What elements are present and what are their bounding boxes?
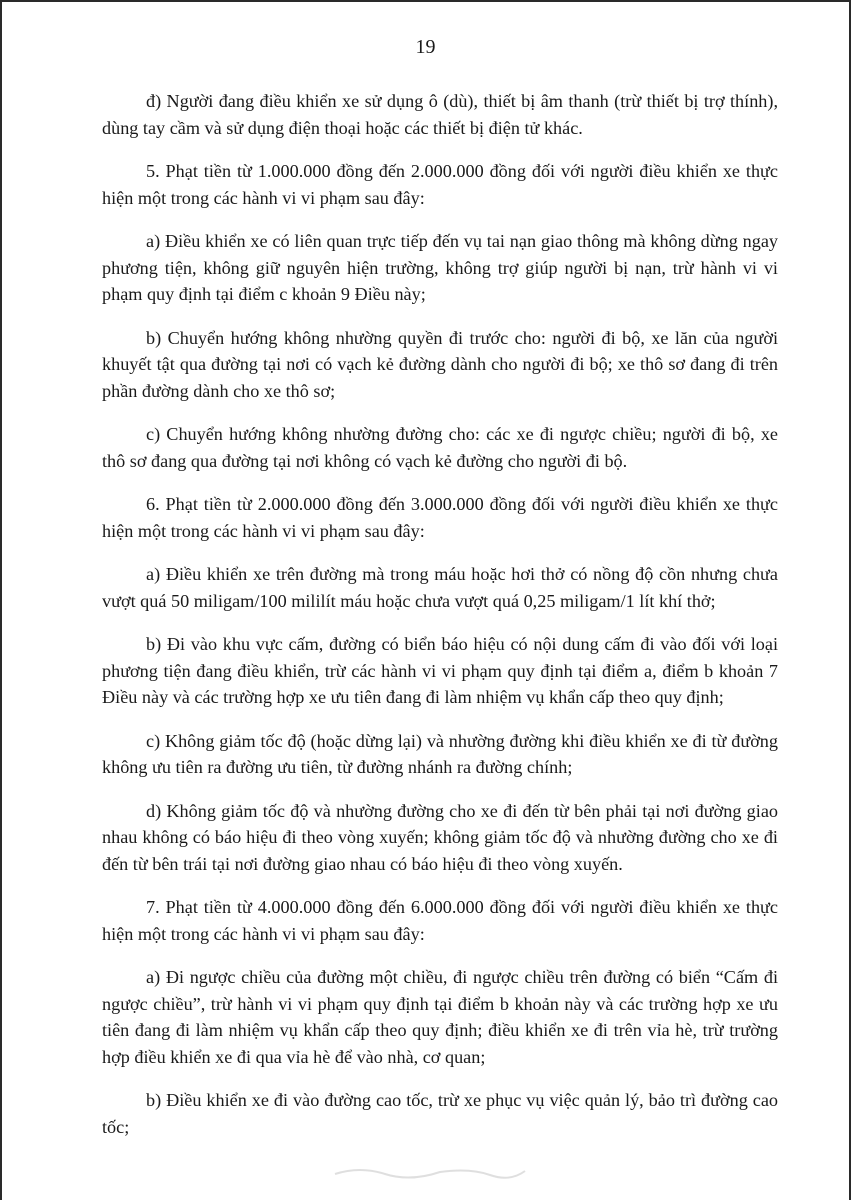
paragraph-clause-6: 6. Phạt tiền từ 2.000.000 đồng đến 3.000.000 đồng đối với người điều khiển xe thực hiện một trong các hành vi vi phạm sau đây: [102,494,778,541]
paragraph-clause-6-point-a: a) Điều khiển xe trên đường mà trong máu hoặc hơi thở có nồng độ cồn nhưng chưa vượt quá 50 miligam/100 mililít máu hoặc chưa vượt quá 0,25 miligam/1 lít khí thở; [102,564,778,611]
paragraph-clause-6-point-d: d) Không giảm tốc độ và nhường đường cho xe đi đến từ bên phải tại nơi đường giao nhau không có báo hiệu đi theo vòng xuyến; không giảm tốc độ và nhường đường cho xe đi đến từ bên trái tại nơi đường giao nhau có báo hiệu đi theo vòng xuyến. [102,800,778,874]
paragraph-clause-6-point-b: b) Đi vào khu vực cấm, đường có biển báo hiệu có nội dung cấm đi vào đối với loại phương tiện đang điều khiển, trừ các hành vi vi phạm quy định tại điểm a, điểm b khoản 7 Điều này và các trường hợp xe ưu tiên đang đi làm nhiệm vụ khẩn cấp theo quy định; [102,634,778,707]
paragraph-point-dd: đ) Người đang điều khiển xe sử dụng ô (dù), thiết bị âm thanh (trừ thiết bị trợ thính), dùng tay cầm và sử dụng điện thoại hoặc các thiết bị điện tử khác. [102,91,778,138]
paragraph-clause-5: 5. Phạt tiền từ 1.000.000 đồng đến 2.000.000 đồng đối với người điều khiển xe thực hiện một trong các hành vi vi phạm sau đây: [102,161,778,208]
paragraph-clause-7-point-a: a) Đi ngược chiều của đường một chiều, đi ngược chiều trên đường có biển “Cấm đi ngược chiều”, trừ hành vi vi phạm quy định tại điểm b khoản này và các trường hợp xe ưu tiên đang đi làm nhiệm vụ khẩn cấp theo quy định; điều khiển xe đi trên vỉa hè, trừ trường hợp điều khiển xe đi qua vỉa hè để vào nhà, cơ quan; [102,967,778,1067]
paragraph-clause-7: 7. Phạt tiền từ 4.000.000 đồng đến 6.000.000 đồng đối với người điều khiển xe thực hiện một trong các hành vi vi phạm sau đây: [102,897,778,944]
paragraph-clause-5-point-b: b) Chuyển hướng không nhường quyền đi trước cho: người đi bộ, xe lăn của người khuyết tật qua đường tại nơi có vạch kẻ đường dành cho người đi bộ; xe thô sơ đang đi trên phần đường dành cho xe thô sơ; [102,327,778,401]
paragraph-clause-5-point-c: c) Chuyển hướng không nhường đường cho: các xe đi ngược chiều; người đi bộ, xe thô sơ đang qua đường tại nơi không có vạch kẻ đường cho người đi bộ. [102,424,778,471]
page-number: 19 [415,36,436,58]
scan-smudge [330,1162,530,1182]
paragraph-clause-6-point-c: c) Không giảm tốc độ (hoặc dừng lại) và nhường đường khi điều khiển xe đi từ đường không ưu tiên ra đường ưu tiên, từ đường nhánh ra đường chính; [102,730,778,777]
paragraph-clause-5-point-a: a) Điều khiển xe có liên quan trực tiếp đến vụ tai nạn giao thông mà không dừng ngay phương tiện, không giữ nguyên hiện trường, không trợ giúp người bị nạn, trừ hành vi vi phạm quy định tại điểm c khoản 9 Điều này; [102,231,778,304]
paragraph-clause-7-point-b: b) Điều khiển xe đi vào đường cao tốc, trừ xe phục vụ việc quản lý, bảo trì đường cao tốc; [102,1090,778,1137]
document-body [102,88,778,1157]
